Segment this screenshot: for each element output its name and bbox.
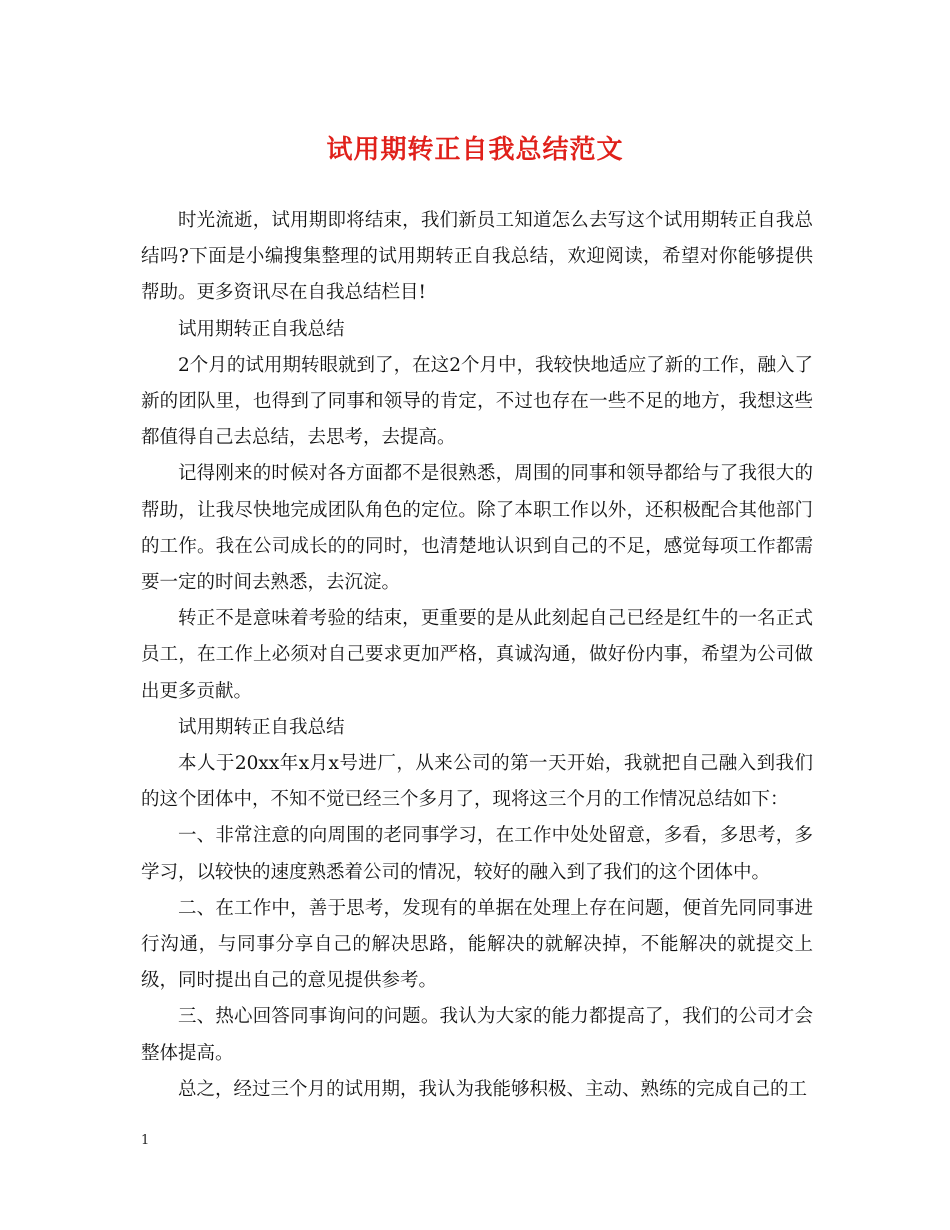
paragraph: 本人于20xx年x月x号进厂，从来公司的第一天开始，我就把自己融入到我们的这个团体中，不知不觉已经三个多月了，现将这三个月的工作情况总结如下：: [141, 753, 813, 811]
document-body: [141, 203, 813, 1108]
document-title: 试用期转正自我总结范文: [326, 135, 624, 165]
paragraph: 2个月的试用期转眼就到了，在这2个月中，我较快地适应了新的工作，融入了新的团队里，也得到了同事和领导的肯定，不过也存在一些不足的地方，我想这些都值得自己去总结，去思考，去提高。: [141, 354, 813, 449]
paragraph: 二、在工作中，善于思考，发现有的单据在处理上存在问题，便首先同同事进行沟通，与同事分享自己的解决思路，能解决的就解决掉，不能解决的就提交上级，同时提出自己的意见提供参考。: [141, 897, 813, 992]
section-heading: 试用期转正自我总结: [178, 716, 345, 738]
paragraph: 三、热心回答同事询问的问题。我认为大家的能力都提高了，我们的公司才会整体提高。: [141, 1006, 813, 1064]
paragraph: 总之，经过三个月的试用期，我认为我能够积极、主动、熟练的完成自己的工: [178, 1078, 808, 1100]
paragraph: 一、非常注意的向周围的老同事学习，在工作中处处留意，多看，多思考，多学习，以较快的速度熟悉着公司的情况，较好的融入到了我们的这个团体中。: [141, 825, 813, 883]
paragraph: 记得刚来的时候对各方面都不是很熟悉，周围的同事和领导都给与了我很大的帮助，让我尽快地完成团队角色的定位。除了本职工作以外，还积极配合其他部门的工作。我在公司成长的的同时，也清楚地认识到自己的不足，感觉每项工作都需要一定的时间去熟悉，去沉淀。: [141, 463, 813, 594]
paragraph-intro: 时光流逝，试用期即将结束，我们新员工知道怎么去写这个试用期转正自我总结吗?下面是小编搜集整理的试用期转正自我总结，欢迎阅读，希望对你能够提供帮助。更多资讯尽在自我总结栏目!: [141, 210, 813, 304]
paragraph: 转正不是意味着考验的结束，更重要的是从此刻起自己已经是红牛的一名正式员工，在工作上必须对自己要求更加严格，真诚沟通，做好份内事，希望为公司做出更多贡献。: [141, 608, 813, 702]
page-number: 1: [141, 1133, 150, 1148]
section-heading: 试用期转正自我总结: [178, 318, 345, 340]
